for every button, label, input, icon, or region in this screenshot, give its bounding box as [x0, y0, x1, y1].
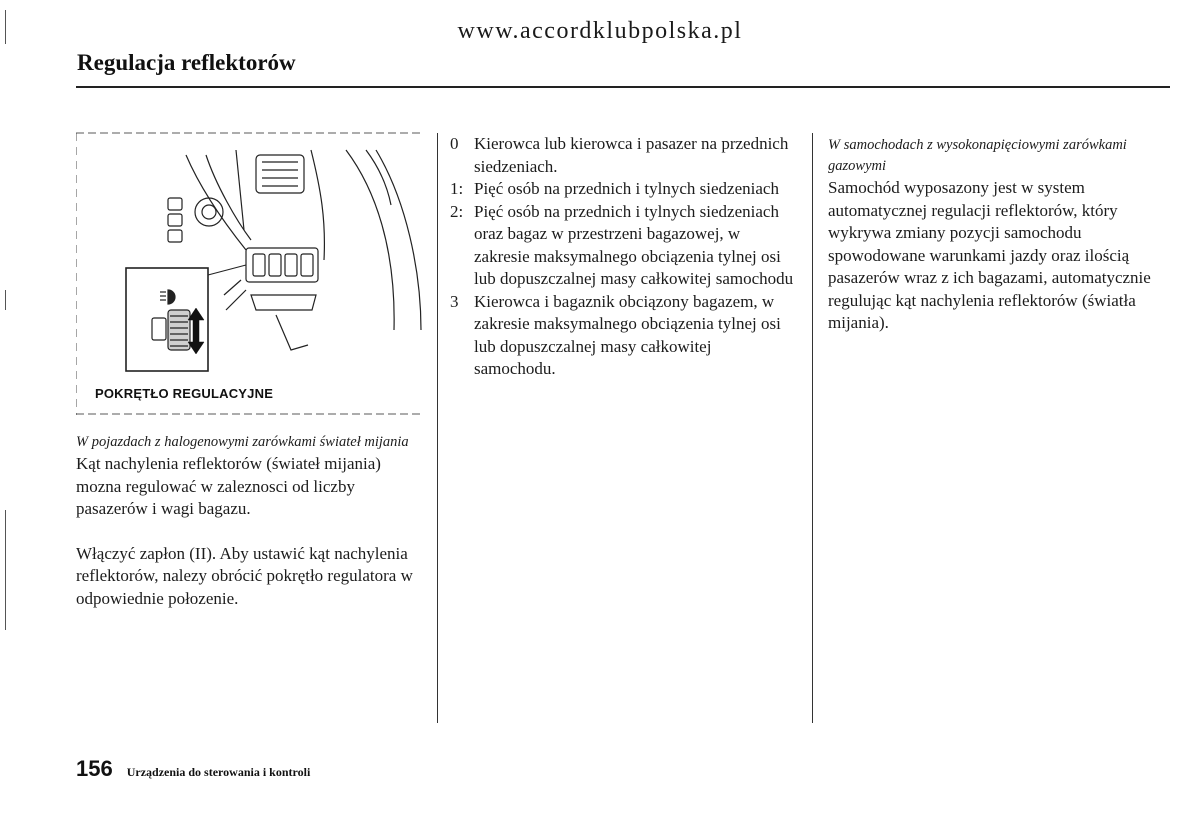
- list-item-number: 3: [450, 291, 459, 311]
- site-url: www.accordklubpolska.pl: [457, 18, 743, 44]
- title-rule: [76, 86, 1170, 88]
- list-item-text: Kierowca i bagaznik obciązony bagazem, w zakresie maksymalnego obciązenia tylnej osi lub dopuszczalnej masy całkowitej samochodu.: [474, 291, 781, 378]
- left-column: [76, 432, 426, 610]
- page-footer: [76, 756, 310, 782]
- section-title: Regulacja reflektorów: [77, 50, 296, 75]
- list-item-text: Pięć osób na przednich i tylnych siedzeniach: [474, 179, 779, 198]
- list-item-text: Kierowca lub kierowca i pasazer na przednich siedzeniach.: [474, 134, 789, 176]
- list-item: [450, 201, 795, 291]
- dashboard-illustration: [76, 130, 423, 415]
- right-column: [828, 135, 1170, 335]
- dashboard-drawing: [76, 130, 423, 415]
- margin-mark: [5, 290, 6, 310]
- paragraph: Samochód wyposazony jest w system automatycznej regulacji reflektorów, który wykrywa zmiany pozycji samochodu spowodowane warunkami jazdy oraz ilością pasazerów wraz z ich bagazami, automatycznie regulując kąt nachylenia reflektorów (światła mijania).: [828, 178, 1151, 332]
- vehicle-variant-note: W samochodach z wysokonapięciowymi zarówkami gazowymi: [828, 137, 1127, 174]
- page-number: 156: [76, 756, 113, 781]
- vehicle-variant-note: W pojazdach z halogenowymi zarówkami świateł mijania: [76, 434, 409, 450]
- load-position-list: [450, 133, 795, 381]
- margin-mark: [5, 10, 6, 44]
- paragraph: Kąt nachylenia reflektorów (świateł mijania) mozna regulować w zaleznosci od liczby pasazerów i wagi bagazu.: [76, 454, 381, 518]
- list-item: [450, 291, 795, 381]
- margin-mark: [5, 510, 6, 630]
- list-item-number: 2:: [450, 201, 464, 221]
- list-item: [450, 178, 795, 201]
- middle-column: [450, 133, 795, 381]
- column-divider: [812, 133, 813, 723]
- chapter-title: Urządzenia do sterowania i kontroli: [126, 765, 311, 779]
- list-item: [450, 133, 795, 178]
- list-item-number: 1:: [450, 179, 464, 198]
- list-item-text: Pięć osób na przednich i tylnych siedzeniach oraz bagaz w przestrzeni bagazowej, w zakresie maksymalnego obciązenia tylnej osi lub dopuszczalnej masy całkowitej samochodu: [474, 201, 794, 288]
- column-divider: [437, 133, 438, 723]
- figure-caption: POKRĘTŁO REGULACYJNE: [95, 386, 274, 401]
- paragraph: Włączyć zapłon (II). Aby ustawić kąt nachylenia reflektorów, nalezy obrócić pokrętło regulatora w odpowiednie połozenie.: [76, 543, 413, 608]
- list-item-number: 0: [450, 134, 459, 153]
